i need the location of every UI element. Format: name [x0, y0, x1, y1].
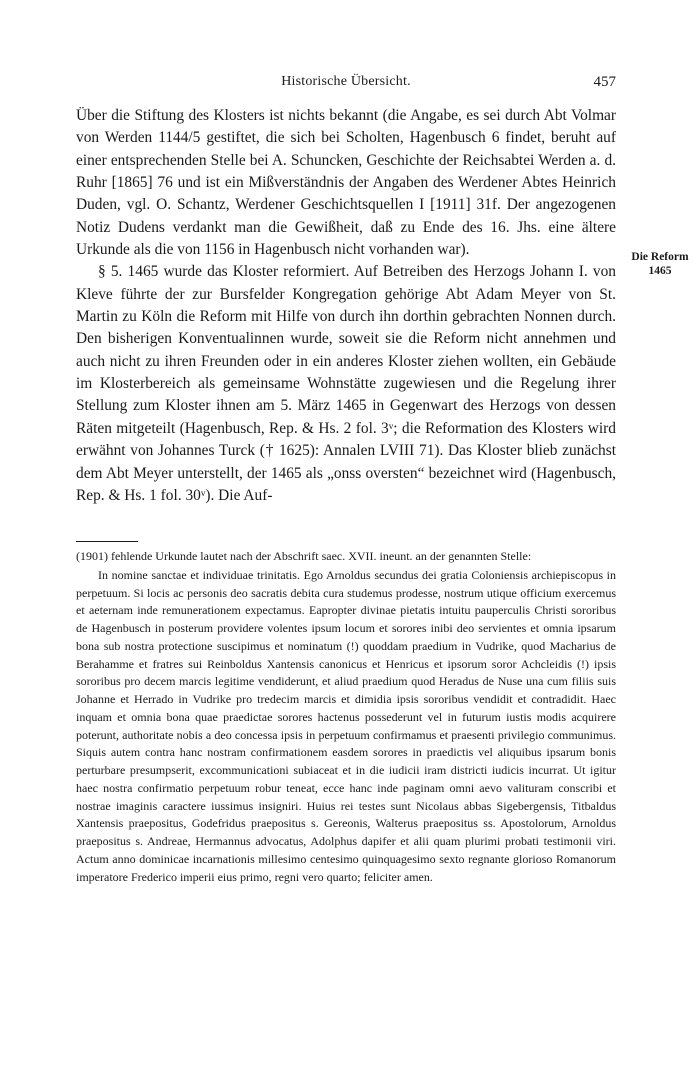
footnote-divider [76, 541, 138, 542]
margin-note [622, 250, 698, 278]
running-title: Historische Übersicht. [281, 74, 411, 89]
footnote-intro: (1901) fehlende Urkunde lautet nach der Abschrift saec. XVII. ineunt. an der genannten Stelle: [76, 549, 532, 563]
footnote-latin-charter: In nomine sanctae et individuae trinitatis. Ego Arnoldus secundus dei gratia Coloniensis archiepiscopus in perpetuum. Si locis ac personis deo sacratis debita cura studemus prodesse, nostrum utique officium exercemus et aeternam inde remunerationem expectamus. Eapropter divinae pietatis intuitu pauperculis Christi sororibus de Hagenbusch in posterum providere volentes ipsum locum et sorores inibi deo servientes et omnia ipsarum bona sub nostra protectione suscipimus et nominatum (!) quoddam praedium in Vudrike, quod Macharius de Berahamme et fratres sui Reinboldus Xantensis canonicus et Henricus et ipsorum soror Achcleidis (!) ipsis sororibus pro decem marcis legitime vendiderunt, et aliud praedium quod Heradus de Nuse una cum filiis suis Johanne et Herrado in Vudrike pro tredecim marcis et dimidia ipsis sororibus vendidit et contradidit. Haec inquam et omnia bona quae praedictae sorores hactenus possederunt vel in futurum iustis modis acquirere poterunt, authoritate nobis a deo concessa ipsis in perpetuum confirmamus et praesenti privilegio communimus. Siquis autem contra hanc nostram confirmationem easdem sorores in praedictis vel aliquibus ipsarum bonis perturbare presumpserit, excommunicationi subiaceat et in die iudicii iram districti iudicis incurrat. Ut igitur haec nostra confirmatio perpetuum robur teneat, ecce hanc inde paginam omni aevo valituram conscribi et nostrae imaginis caractere iussimus insigniri. Huius rei testes sunt Nicolaus abbas Sigebergensis, Titbaldus Xantensis praepositus, Godefridus praepositus s. Gereonis, Walterus praepositus ss. Apostolorum, Arnoldus praepositus s. Andreae, Hermannus advocatus, Adolphus dapifer et alii quam plurimi probati testimonii viri. Actum anno dominicae incarnationis millesimo centesimo quinquagesimo sexto regnante glorioso Romanorum imperatore Frederico imperii eius primo, regni vero quarto; feliciter amen. [76, 567, 616, 884]
paragraph-reform: § 5. 1465 wurde das Kloster reformiert. Auf Betreiben des Herzogs Johann I. von Kleve führte der zur Bursfelder Kongregation gehörige Abt Adam Meyer von St. Martin zu Köln die Reform mit Hilfe von durch ihn dorthin gebrachten Nonnen durch. Den bisherigen Konventualinnen wurde, soweit sie die Reform nicht annehmen und auch nicht zu ihren Freunden oder in ein anderes Kloster ziehen wollten, ein Gebäude im Klosterbereich als gemeinsame Wohnstätte zugewiesen und die Regelung ihrer Stellung zum Kloster ihnen am 5. März 1465 in Gegenwart des Herzogs von dessen Räten mitgeteilt (Hagenbusch, Rep. & Hs. 2 fol. 3ᵛ; die Reformation des Klosters wird erwähnt von Johannes Turck († 1625): Annalen LVIII 71). Das Kloster blieb zunächst dem Abt Meyer unterstellt, der 1465 als „onss oversten“ bezeichnet wird (Hagenbusch, Rep. & Hs. 1 fol. 30ᵛ). Die Auf- [76, 263, 616, 504]
margin-note-year: 1465 [648, 265, 672, 277]
page-number: 457 [593, 74, 616, 90]
footnote [76, 548, 616, 886]
margin-note-title: Die Reform [631, 251, 689, 263]
main-text [76, 105, 616, 507]
paragraph-foundation: Über die Stiftung des Klosters ist nichts bekannt (die Angabe, es sei durch Abt Volmar von Werden 1144/5 gestiftet, die sich bei Scholten, Hagenbusch 6 findet, beruht auf einer entsprechenden Stelle bei A. Schuncken, Geschichte der Reichsabtei Werden a. d. Ruhr [1865] 76 und ist ein Mißverständnis der Angaben des Werdener Abtes Heinrich Duden, vgl. O. Schantz, Werdener Geschichtsquellen I [1911] 31f. Der angezogenen Notiz Dudens verdankt man die Gewißheit, daß zu Ende des 16. Jhs. eine ältere Urkunde als die von 1156 in Hagenbusch nicht vorhanden war). [76, 107, 616, 259]
page-header [76, 74, 616, 96]
